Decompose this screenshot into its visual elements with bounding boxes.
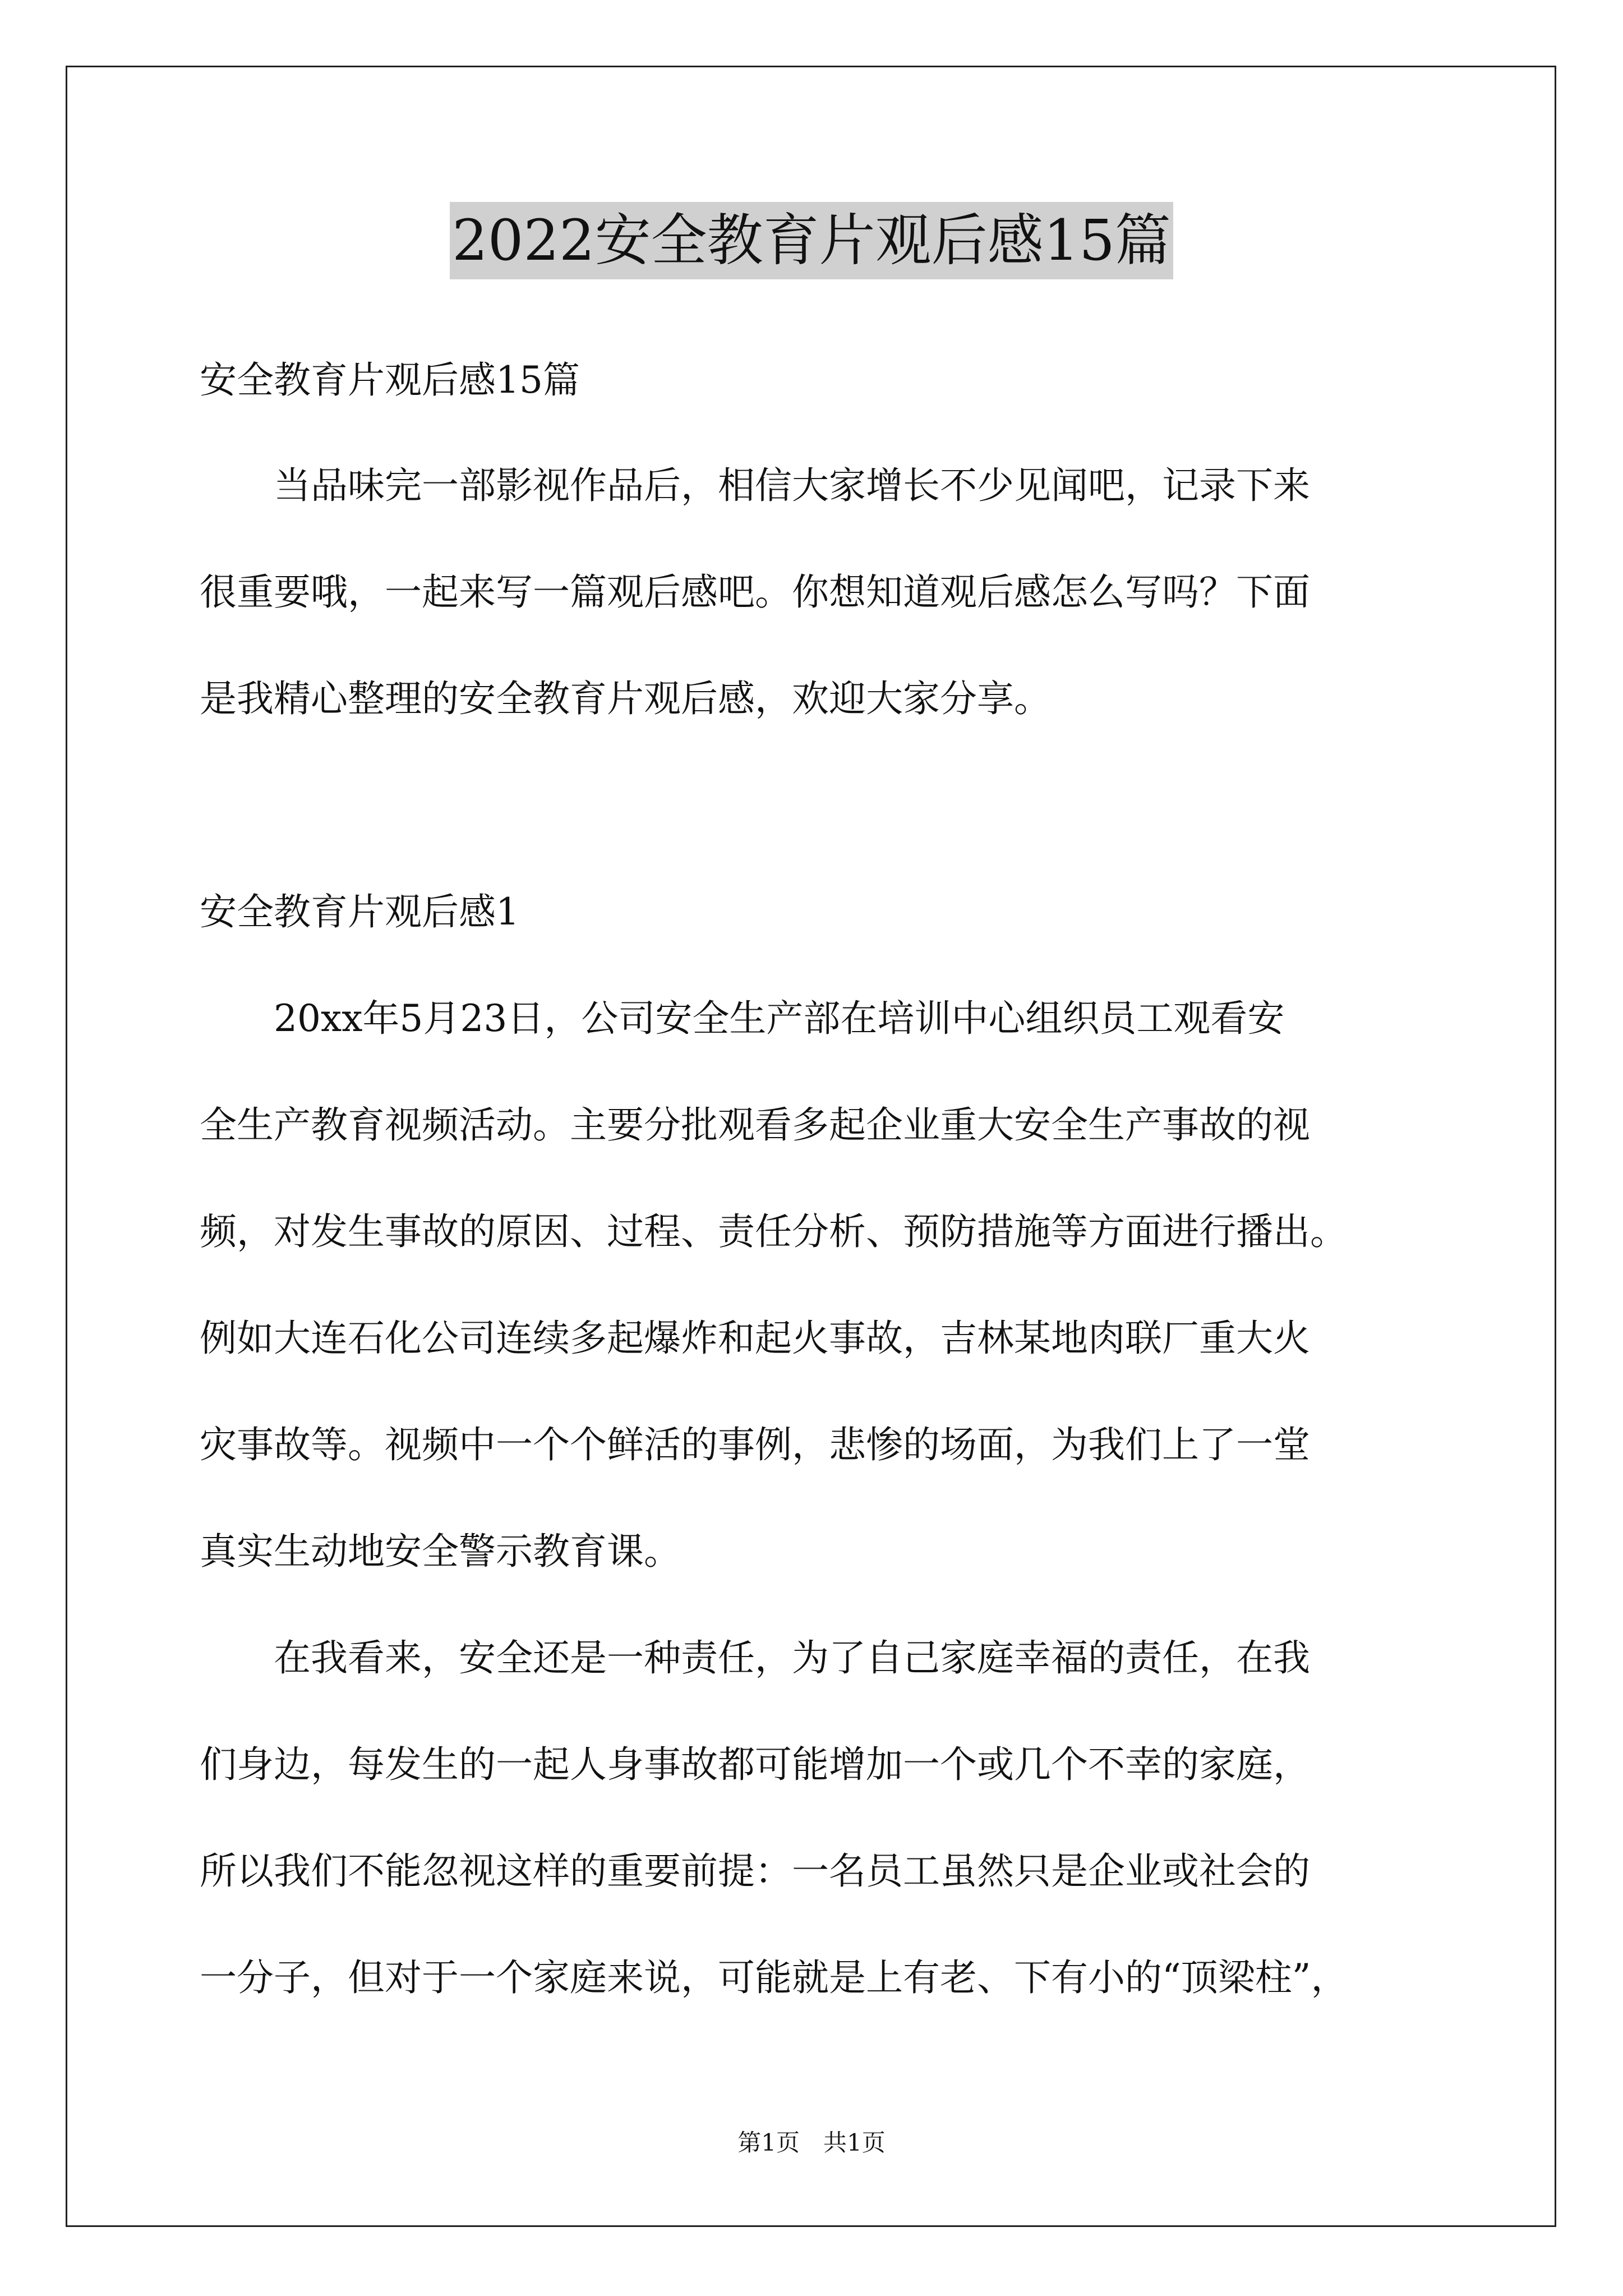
intro-line: 当品味完一部影视作品后，相信大家增长不少见闻吧，记录下来 <box>200 464 1310 507</box>
title-container <box>0 202 1623 279</box>
paragraph-line: 灾事故等。视频中一个个鲜活的事例，悲惨的场面，为我们上了一堂 <box>200 1423 1310 1466</box>
paragraph-line: 例如大连石化公司连续多起爆炸和起火事故，吉林某地肉联厂重大火 <box>200 1317 1310 1360</box>
page-footer: 第1页 共1页 <box>737 2129 886 2156</box>
paragraph-line: 频，对发生事故的原因、过程、责任分析、预防措施等方面进行播出。 <box>200 1210 1347 1253</box>
intro-line: 很重要哦，一起来写一篇观后感吧。你想知道观后感怎么写吗？下面 <box>200 570 1310 614</box>
paragraph-line: 全生产教育视频活动。主要分批观看多起企业重大安全生产事故的视 <box>200 1103 1310 1147</box>
document-subtitle: 安全教育片观后感15篇 <box>200 358 580 402</box>
intro-line: 是我精心整理的安全教育片观后感，欢迎大家分享。 <box>200 677 1051 720</box>
paragraph-line: 真实生动地安全警示教育课。 <box>200 1530 681 1573</box>
paragraph-line: 20xx年5月23日，公司安全生产部在培训中心组织员工观看安 <box>200 997 1285 1040</box>
paragraph-line: 一分子，但对于一个家庭来说，可能就是上有老、下有小的“顶梁柱”， <box>200 1956 1348 1999</box>
section-heading: 安全教育片观后感1 <box>200 890 519 933</box>
document-title: 2022安全教育片观后感15篇 <box>450 202 1173 279</box>
paragraph-line: 在我看来，安全还是一种责任，为了自己家庭幸福的责任，在我 <box>200 1636 1310 1680</box>
paragraph-line: 们身边，每发生的一起人身事故都可能增加一个或几个不幸的家庭， <box>200 1743 1310 1786</box>
paragraph-line: 所以我们不能忽视这样的重要前提：一名员工虽然只是企业或社会的 <box>200 1849 1310 1893</box>
